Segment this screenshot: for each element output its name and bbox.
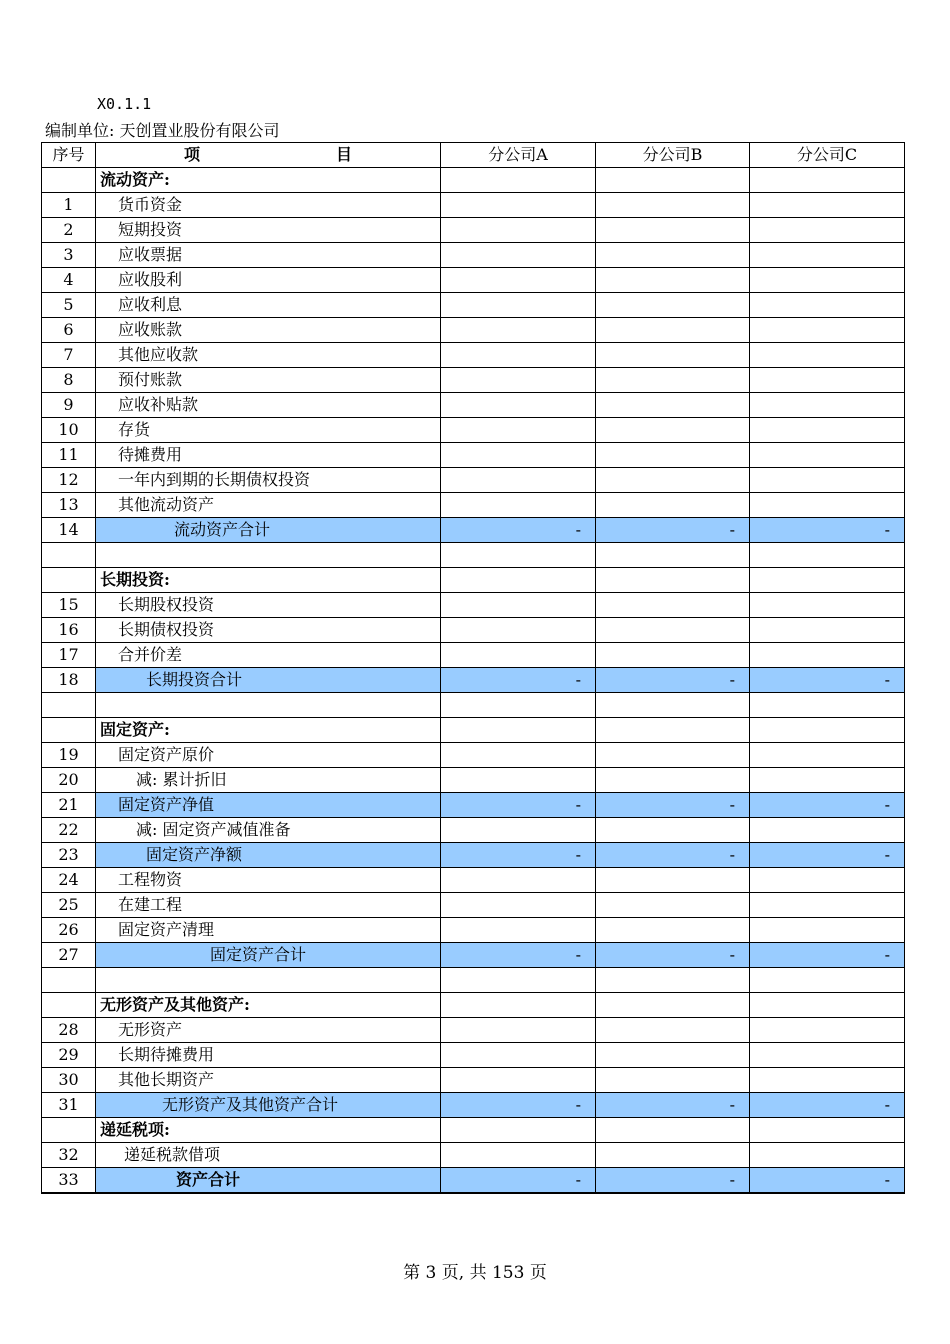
row-value-c — [750, 818, 905, 843]
row-value-b — [596, 1018, 750, 1043]
header-col-a: 分公司A — [441, 143, 596, 168]
row-value-c — [750, 618, 905, 643]
row-number: 31 — [42, 1093, 96, 1118]
table-row — [42, 1118, 905, 1143]
row-item-label: 资产合计 — [96, 1168, 441, 1194]
row-value-a — [441, 693, 596, 718]
row-number — [42, 543, 96, 568]
row-value-a — [441, 193, 596, 218]
row-value-c — [750, 218, 905, 243]
row-value-a — [441, 418, 596, 443]
row-number — [42, 993, 96, 1018]
row-value-c — [750, 243, 905, 268]
row-item-label: 无形资产 — [96, 1018, 441, 1043]
table-row — [42, 768, 905, 793]
row-number: 25 — [42, 893, 96, 918]
row-value-c — [750, 593, 905, 618]
row-value-c — [750, 318, 905, 343]
row-value-b — [596, 218, 750, 243]
row-number: 12 — [42, 468, 96, 493]
row-value-b — [596, 1068, 750, 1093]
row-value-a — [441, 1043, 596, 1068]
row-value-c — [750, 443, 905, 468]
row-value-b — [596, 318, 750, 343]
row-item-label: 长期股权投资 — [96, 593, 441, 618]
table-row — [42, 593, 905, 618]
row-value-b — [596, 743, 750, 768]
row-item-label: 固定资产: — [96, 718, 441, 743]
row-value-a — [441, 218, 596, 243]
table-row — [42, 343, 905, 368]
row-value-c — [750, 643, 905, 668]
row-number: 13 — [42, 493, 96, 518]
row-item-label — [96, 968, 441, 993]
table-row — [42, 168, 905, 193]
row-item-label: 合并价差 — [96, 643, 441, 668]
table-row — [42, 918, 905, 943]
row-value-c — [750, 893, 905, 918]
row-value-c: - — [750, 843, 905, 868]
row-value-a — [441, 593, 596, 618]
row-value-a — [441, 818, 596, 843]
row-value-b: - — [596, 518, 750, 543]
row-number: 10 — [42, 418, 96, 443]
row-value-a — [441, 268, 596, 293]
row-item-label: 短期投资 — [96, 218, 441, 243]
row-item-label: 应收股利 — [96, 268, 441, 293]
row-value-c — [750, 743, 905, 768]
row-value-b — [596, 968, 750, 993]
row-value-b — [596, 643, 750, 668]
row-item-label: 无形资产及其他资产合计 — [96, 1093, 441, 1118]
row-number: 16 — [42, 618, 96, 643]
row-value-b — [596, 493, 750, 518]
row-value-b — [596, 568, 750, 593]
row-number: 7 — [42, 343, 96, 368]
table-row — [42, 1018, 905, 1043]
table-row — [42, 643, 905, 668]
table-row — [42, 443, 905, 468]
table-row — [42, 418, 905, 443]
row-value-b: - — [596, 1093, 750, 1118]
row-value-c — [750, 418, 905, 443]
balance-sheet-table — [41, 142, 905, 1194]
row-value-b — [596, 1118, 750, 1143]
table-row — [42, 193, 905, 218]
table-row — [42, 568, 905, 593]
row-item-label: 存货 — [96, 418, 441, 443]
row-item-label: 应收账款 — [96, 318, 441, 343]
row-value-b — [596, 818, 750, 843]
row-value-a — [441, 1068, 596, 1093]
row-number: 24 — [42, 868, 96, 893]
row-number: 15 — [42, 593, 96, 618]
table-row — [42, 843, 905, 868]
row-value-c: - — [750, 668, 905, 693]
row-item-label: 在建工程 — [96, 893, 441, 918]
table-row — [42, 968, 905, 993]
row-number: 17 — [42, 643, 96, 668]
row-number — [42, 1118, 96, 1143]
row-number: 11 — [42, 443, 96, 468]
row-value-c — [750, 268, 905, 293]
document-code: X0.1.1 — [97, 95, 152, 113]
row-value-b — [596, 593, 750, 618]
row-value-b — [596, 368, 750, 393]
row-value-c — [750, 1068, 905, 1093]
row-value-c — [750, 343, 905, 368]
row-value-b — [596, 618, 750, 643]
header-seq: 序号 — [42, 143, 96, 168]
row-value-c — [750, 1143, 905, 1168]
row-value-a — [441, 318, 596, 343]
table-body — [42, 168, 905, 1194]
row-value-c — [750, 293, 905, 318]
row-number: 27 — [42, 943, 96, 968]
row-item-label: 货币资金 — [96, 193, 441, 218]
table-row — [42, 543, 905, 568]
row-item-label: 流动资产合计 — [96, 518, 441, 543]
row-value-b — [596, 893, 750, 918]
table-row — [42, 1143, 905, 1168]
row-value-c: - — [750, 518, 905, 543]
row-value-a — [441, 368, 596, 393]
table-row — [42, 893, 905, 918]
row-number: 5 — [42, 293, 96, 318]
row-value-c: - — [750, 943, 905, 968]
table-row — [42, 818, 905, 843]
row-value-a: - — [441, 943, 596, 968]
row-value-a — [441, 393, 596, 418]
row-value-b: - — [596, 943, 750, 968]
row-value-c — [750, 368, 905, 393]
row-value-a — [441, 243, 596, 268]
row-number: 23 — [42, 843, 96, 868]
row-number: 19 — [42, 743, 96, 768]
row-number: 32 — [42, 1143, 96, 1168]
row-value-c — [750, 868, 905, 893]
header-item-left: 项 — [184, 145, 201, 164]
row-item-label: 应收补贴款 — [96, 393, 441, 418]
table-row — [42, 368, 905, 393]
row-value-c — [750, 1043, 905, 1068]
row-item-label: 其他应收款 — [96, 343, 441, 368]
row-item-label: 其他流动资产 — [96, 493, 441, 518]
row-number: 14 — [42, 518, 96, 543]
row-value-a: - — [441, 1093, 596, 1118]
row-value-a — [441, 1018, 596, 1043]
row-value-b: - — [596, 843, 750, 868]
row-number: 22 — [42, 818, 96, 843]
row-item-label — [96, 543, 441, 568]
row-value-b — [596, 168, 750, 193]
row-item-label: 减: 累计折旧 — [96, 768, 441, 793]
row-value-c — [750, 393, 905, 418]
row-value-b — [596, 693, 750, 718]
row-number: 33 — [42, 1168, 96, 1194]
row-value-b — [596, 768, 750, 793]
row-value-a — [441, 968, 596, 993]
row-value-a — [441, 1143, 596, 1168]
compiling-unit: 编制单位: 天创置业股份有限公司 — [45, 121, 280, 140]
row-value-a — [441, 893, 596, 918]
row-value-c — [750, 993, 905, 1018]
row-item-label — [96, 693, 441, 718]
row-value-a — [441, 643, 596, 668]
row-item-label: 长期债权投资 — [96, 618, 441, 643]
row-number: 1 — [42, 193, 96, 218]
table-row — [42, 518, 905, 543]
table-row — [42, 1093, 905, 1118]
row-value-a: - — [441, 668, 596, 693]
row-value-b: - — [596, 668, 750, 693]
row-number — [42, 693, 96, 718]
row-value-b: - — [596, 1168, 750, 1194]
row-number: 3 — [42, 243, 96, 268]
row-value-c — [750, 768, 905, 793]
row-value-c — [750, 968, 905, 993]
row-value-b — [596, 443, 750, 468]
row-value-c — [750, 543, 905, 568]
table-row — [42, 393, 905, 418]
table-row — [42, 993, 905, 1018]
row-number: 9 — [42, 393, 96, 418]
header-row — [42, 143, 905, 168]
row-value-a — [441, 868, 596, 893]
row-value-b — [596, 918, 750, 943]
row-value-a — [441, 468, 596, 493]
row-item-label: 递延税款借项 — [96, 1143, 441, 1168]
table-row — [42, 493, 905, 518]
row-item-label: 长期待摊费用 — [96, 1043, 441, 1068]
table-row — [42, 618, 905, 643]
row-item-label: 应收票据 — [96, 243, 441, 268]
row-number: 2 — [42, 218, 96, 243]
row-value-b — [596, 393, 750, 418]
row-value-a — [441, 168, 596, 193]
row-value-c: - — [750, 1093, 905, 1118]
row-item-label: 减: 固定资产减值准备 — [96, 818, 441, 843]
row-value-a: - — [441, 843, 596, 868]
row-value-b — [596, 468, 750, 493]
row-value-a — [441, 1118, 596, 1143]
header-col-b: 分公司B — [596, 143, 750, 168]
table-row — [42, 1068, 905, 1093]
row-number: 21 — [42, 793, 96, 818]
row-value-a: - — [441, 518, 596, 543]
row-value-b — [596, 343, 750, 368]
row-value-b — [596, 993, 750, 1018]
row-number — [42, 568, 96, 593]
row-number: 30 — [42, 1068, 96, 1093]
table-row — [42, 1168, 905, 1194]
row-value-a — [441, 543, 596, 568]
row-value-b — [596, 243, 750, 268]
row-value-c — [750, 468, 905, 493]
row-value-c — [750, 1118, 905, 1143]
row-item-label: 其他长期资产 — [96, 1068, 441, 1093]
table-row — [42, 943, 905, 968]
page-footer: 第 3 页, 共 153 页 — [403, 1263, 547, 1283]
row-value-a — [441, 918, 596, 943]
row-value-a — [441, 743, 596, 768]
row-value-b — [596, 718, 750, 743]
row-value-c — [750, 568, 905, 593]
row-item-label: 固定资产原价 — [96, 743, 441, 768]
row-value-b — [596, 1143, 750, 1168]
row-value-c — [750, 168, 905, 193]
row-value-a — [441, 618, 596, 643]
row-number: 4 — [42, 268, 96, 293]
table-row — [42, 1043, 905, 1068]
row-value-b — [596, 418, 750, 443]
header-col-c: 分公司C — [750, 143, 905, 168]
row-value-b — [596, 868, 750, 893]
row-item-label: 递延税项: — [96, 1118, 441, 1143]
row-value-c — [750, 718, 905, 743]
row-value-b — [596, 1043, 750, 1068]
row-item-label: 固定资产合计 — [96, 943, 441, 968]
row-number: 28 — [42, 1018, 96, 1043]
table-row — [42, 293, 905, 318]
row-value-b — [596, 193, 750, 218]
row-value-a: - — [441, 1168, 596, 1194]
row-item-label: 固定资产净值 — [96, 793, 441, 818]
row-number — [42, 168, 96, 193]
row-number: 18 — [42, 668, 96, 693]
row-value-a: - — [441, 793, 596, 818]
row-number — [42, 968, 96, 993]
row-item-label: 长期投资合计 — [96, 668, 441, 693]
row-item-label: 长期投资: — [96, 568, 441, 593]
row-value-c — [750, 1018, 905, 1043]
row-value-b: - — [596, 793, 750, 818]
row-number: 20 — [42, 768, 96, 793]
row-value-c: - — [750, 793, 905, 818]
row-item-label: 预付账款 — [96, 368, 441, 393]
row-item-label: 一年内到期的长期债权投资 — [96, 468, 441, 493]
row-number — [42, 718, 96, 743]
table-row — [42, 693, 905, 718]
row-value-b — [596, 543, 750, 568]
table-row — [42, 868, 905, 893]
row-number: 6 — [42, 318, 96, 343]
header-item-right: 目 — [335, 145, 352, 164]
table-row — [42, 268, 905, 293]
row-item-label: 流动资产: — [96, 168, 441, 193]
row-number: 26 — [42, 918, 96, 943]
row-value-c — [750, 918, 905, 943]
row-item-label: 无形资产及其他资产: — [96, 993, 441, 1018]
table-row — [42, 468, 905, 493]
row-value-b — [596, 293, 750, 318]
row-number: 8 — [42, 368, 96, 393]
row-value-a — [441, 293, 596, 318]
table-row — [42, 743, 905, 768]
row-value-a — [441, 343, 596, 368]
row-item-label: 固定资产净额 — [96, 843, 441, 868]
table-row — [42, 318, 905, 343]
row-item-label: 应收利息 — [96, 293, 441, 318]
row-value-a — [441, 443, 596, 468]
row-value-a — [441, 718, 596, 743]
row-value-c — [750, 493, 905, 518]
row-value-b — [596, 268, 750, 293]
table-row — [42, 218, 905, 243]
table-row — [42, 718, 905, 743]
row-value-a — [441, 993, 596, 1018]
row-item-label: 固定资产清理 — [96, 918, 441, 943]
row-value-a — [441, 568, 596, 593]
table-row — [42, 243, 905, 268]
header-item — [96, 143, 441, 168]
row-item-label: 待摊费用 — [96, 443, 441, 468]
row-value-c: - — [750, 1168, 905, 1194]
table-row — [42, 668, 905, 693]
row-item-label: 工程物资 — [96, 868, 441, 893]
row-value-a — [441, 768, 596, 793]
table-row — [42, 793, 905, 818]
row-value-c — [750, 693, 905, 718]
row-number: 29 — [42, 1043, 96, 1068]
row-value-a — [441, 493, 596, 518]
row-value-c — [750, 193, 905, 218]
